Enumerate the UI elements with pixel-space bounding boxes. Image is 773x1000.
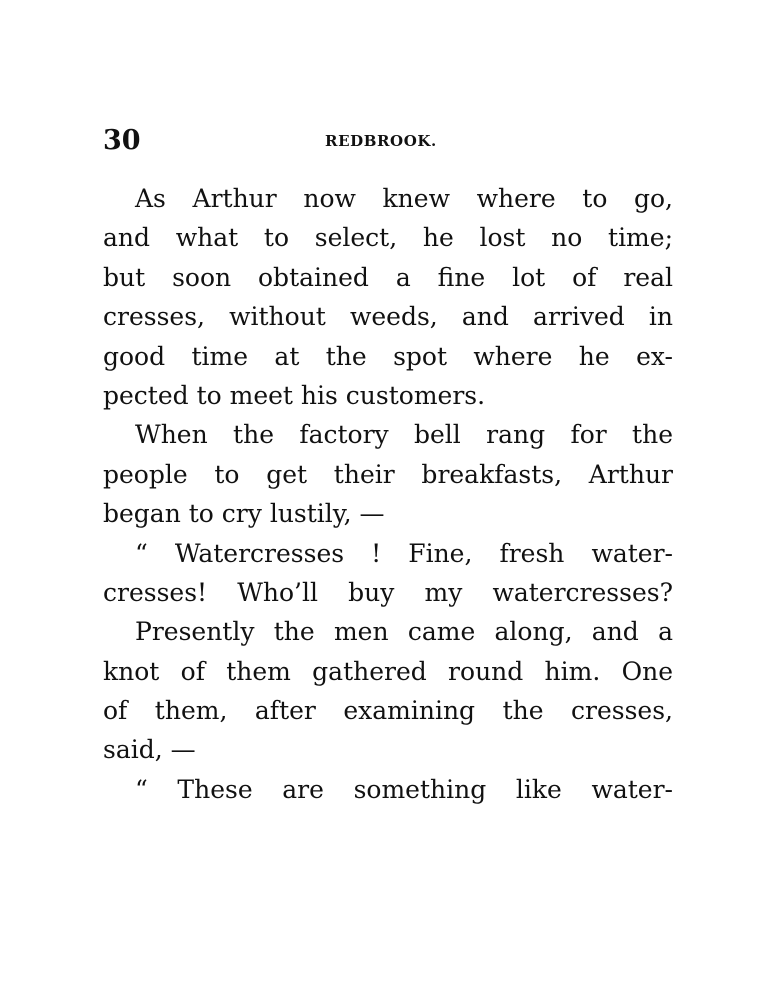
text-line: “ These are something like water-	[135, 774, 673, 804]
text-line: but soon obtained a fine lot of real	[103, 262, 673, 292]
text-line: Presently the men came along, and a	[135, 617, 673, 647]
text-line: good time at the spot where he ex-	[103, 341, 673, 371]
text-line: said, —	[103, 735, 196, 765]
text-line: of them, after examining the cresses,	[103, 696, 673, 726]
text-line: began to cry lustily, —	[103, 499, 385, 529]
text-line: As Arthur now knew where to go,	[135, 184, 673, 213]
running-head	[103, 124, 673, 158]
text-line: “ Watercresses ! Fine, fresh water-	[135, 538, 673, 568]
page-text	[103, 179, 673, 809]
text-line: knot of them gathered round him. One	[103, 656, 673, 686]
text-line: cresses! Who’ll buy my watercresses?	[103, 577, 673, 607]
text-line: people to get their breakfasts, Arthur	[103, 459, 673, 489]
text-line: When the factory bell rang for the	[135, 420, 673, 450]
text-line: cresses, without weeds, and arrived in	[103, 302, 673, 332]
running-title: REDBROOK.	[325, 132, 437, 150]
page-number: 30	[103, 125, 141, 156]
text-line: pected to meet his customers.	[103, 380, 486, 410]
text-line: and what to select, he lost no time;	[103, 223, 673, 253]
